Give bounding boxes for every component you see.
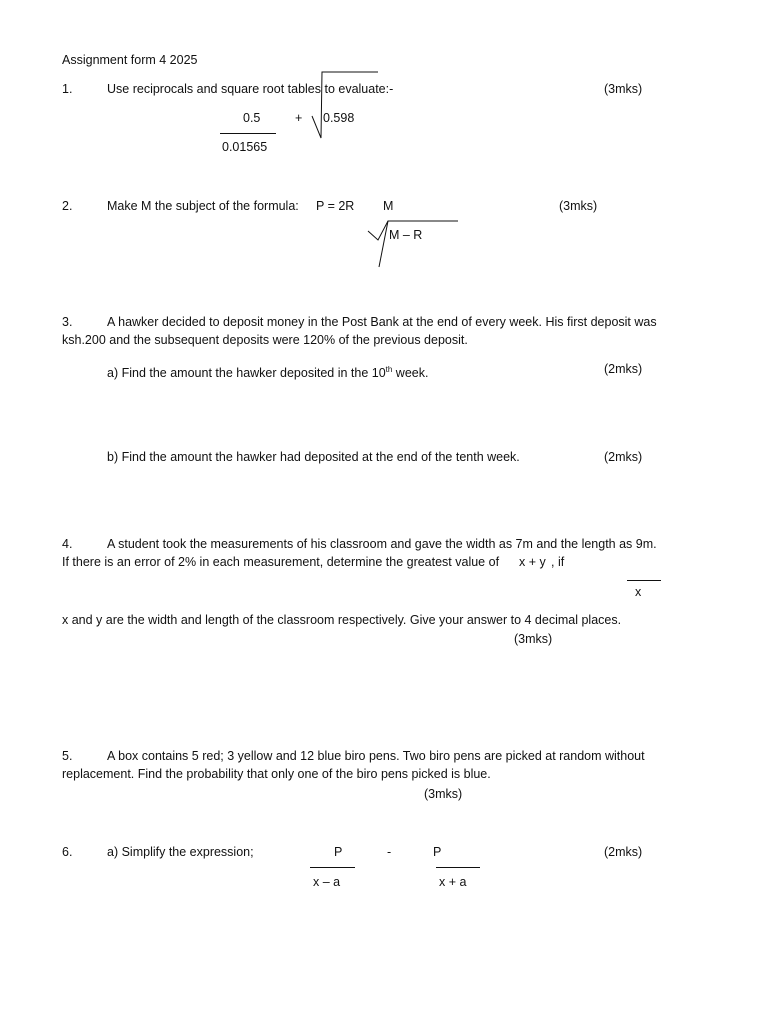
fraction-denominator: 0.01565 — [222, 140, 268, 154]
marks-label: (2mks) — [604, 845, 643, 859]
expression-numerator: x + y — [519, 555, 546, 569]
expression-tail: , if — [551, 555, 565, 569]
marks-label: (3mks) — [559, 199, 598, 213]
question-number: 1. — [62, 82, 73, 96]
question-text: a) Simplify the expression; — [107, 845, 254, 859]
expression-denominator: x — [635, 585, 642, 599]
part-a-marks: (2mks) — [604, 362, 643, 376]
fraction-2-denominator: x + a — [439, 875, 467, 889]
question-text-line-1: A box contains 5 red; 3 yellow and 12 blue biro pens. Two biro pens are picked at random without — [107, 749, 645, 763]
question-number: 4. — [62, 537, 73, 551]
fraction-2-bar — [436, 867, 480, 868]
fraction-1-denominator: x – a — [313, 875, 341, 889]
question-text-line-2: If there is an error of 2% in each measurement, determine the greatest value of — [62, 555, 500, 569]
question-text: Make M the subject of the formula: — [107, 199, 299, 213]
minus-sign: - — [387, 845, 392, 859]
fraction-1-bar — [310, 867, 355, 868]
question-text-line-2: ksh.200 and the subsequent deposits were 120% of the previous deposit. — [62, 333, 468, 347]
question-text-line-1: A student took the measurements of his classroom and gave the width as 7m and the length as 9m. — [107, 537, 657, 551]
marks-label: (3mks) — [514, 632, 553, 646]
question-text-line-2: replacement. Find the probability that only one of the biro pens picked is blue. — [62, 767, 491, 781]
fraction-numerator: 0.5 — [243, 111, 261, 125]
question-number: 2. — [62, 199, 73, 213]
fraction-2-numerator: P — [433, 845, 442, 859]
marks-label: (3mks) — [604, 82, 643, 96]
question-number: 6. — [62, 845, 73, 859]
plus-sign: + — [295, 111, 303, 125]
question-number: 5. — [62, 749, 73, 763]
part-b-text: b) Find the amount the hawker had deposited at the end of the tenth week. — [107, 450, 520, 464]
formula-left: P = 2R — [316, 199, 355, 213]
question-text-line-1: A hawker decided to deposit money in the Post Bank at the end of every week. His first deposit was — [107, 315, 657, 329]
fraction-1-numerator: P — [334, 845, 343, 859]
formula-numerator: M — [383, 199, 394, 213]
question-number: 3. — [62, 315, 73, 329]
page-title: Assignment form 4 2025 — [62, 53, 198, 67]
marks-label: (3mks) — [424, 787, 463, 801]
formula-denominator: M – R — [389, 228, 423, 242]
part-a-text: a) Find the amount the hawker deposited in the 10th week. — [107, 365, 429, 381]
fraction-bar — [220, 133, 276, 134]
fraction-bar — [627, 580, 661, 581]
part-b-marks: (2mks) — [604, 450, 643, 464]
radicand: 0.598 — [323, 111, 355, 125]
q2-radical-stem — [379, 221, 388, 267]
question-text: Use reciprocals and square root tables to evaluate:- — [107, 82, 394, 96]
question-text-line-3: x and y are the width and length of the classroom respectively. Give your answer to 4 decimal places. — [62, 613, 622, 627]
